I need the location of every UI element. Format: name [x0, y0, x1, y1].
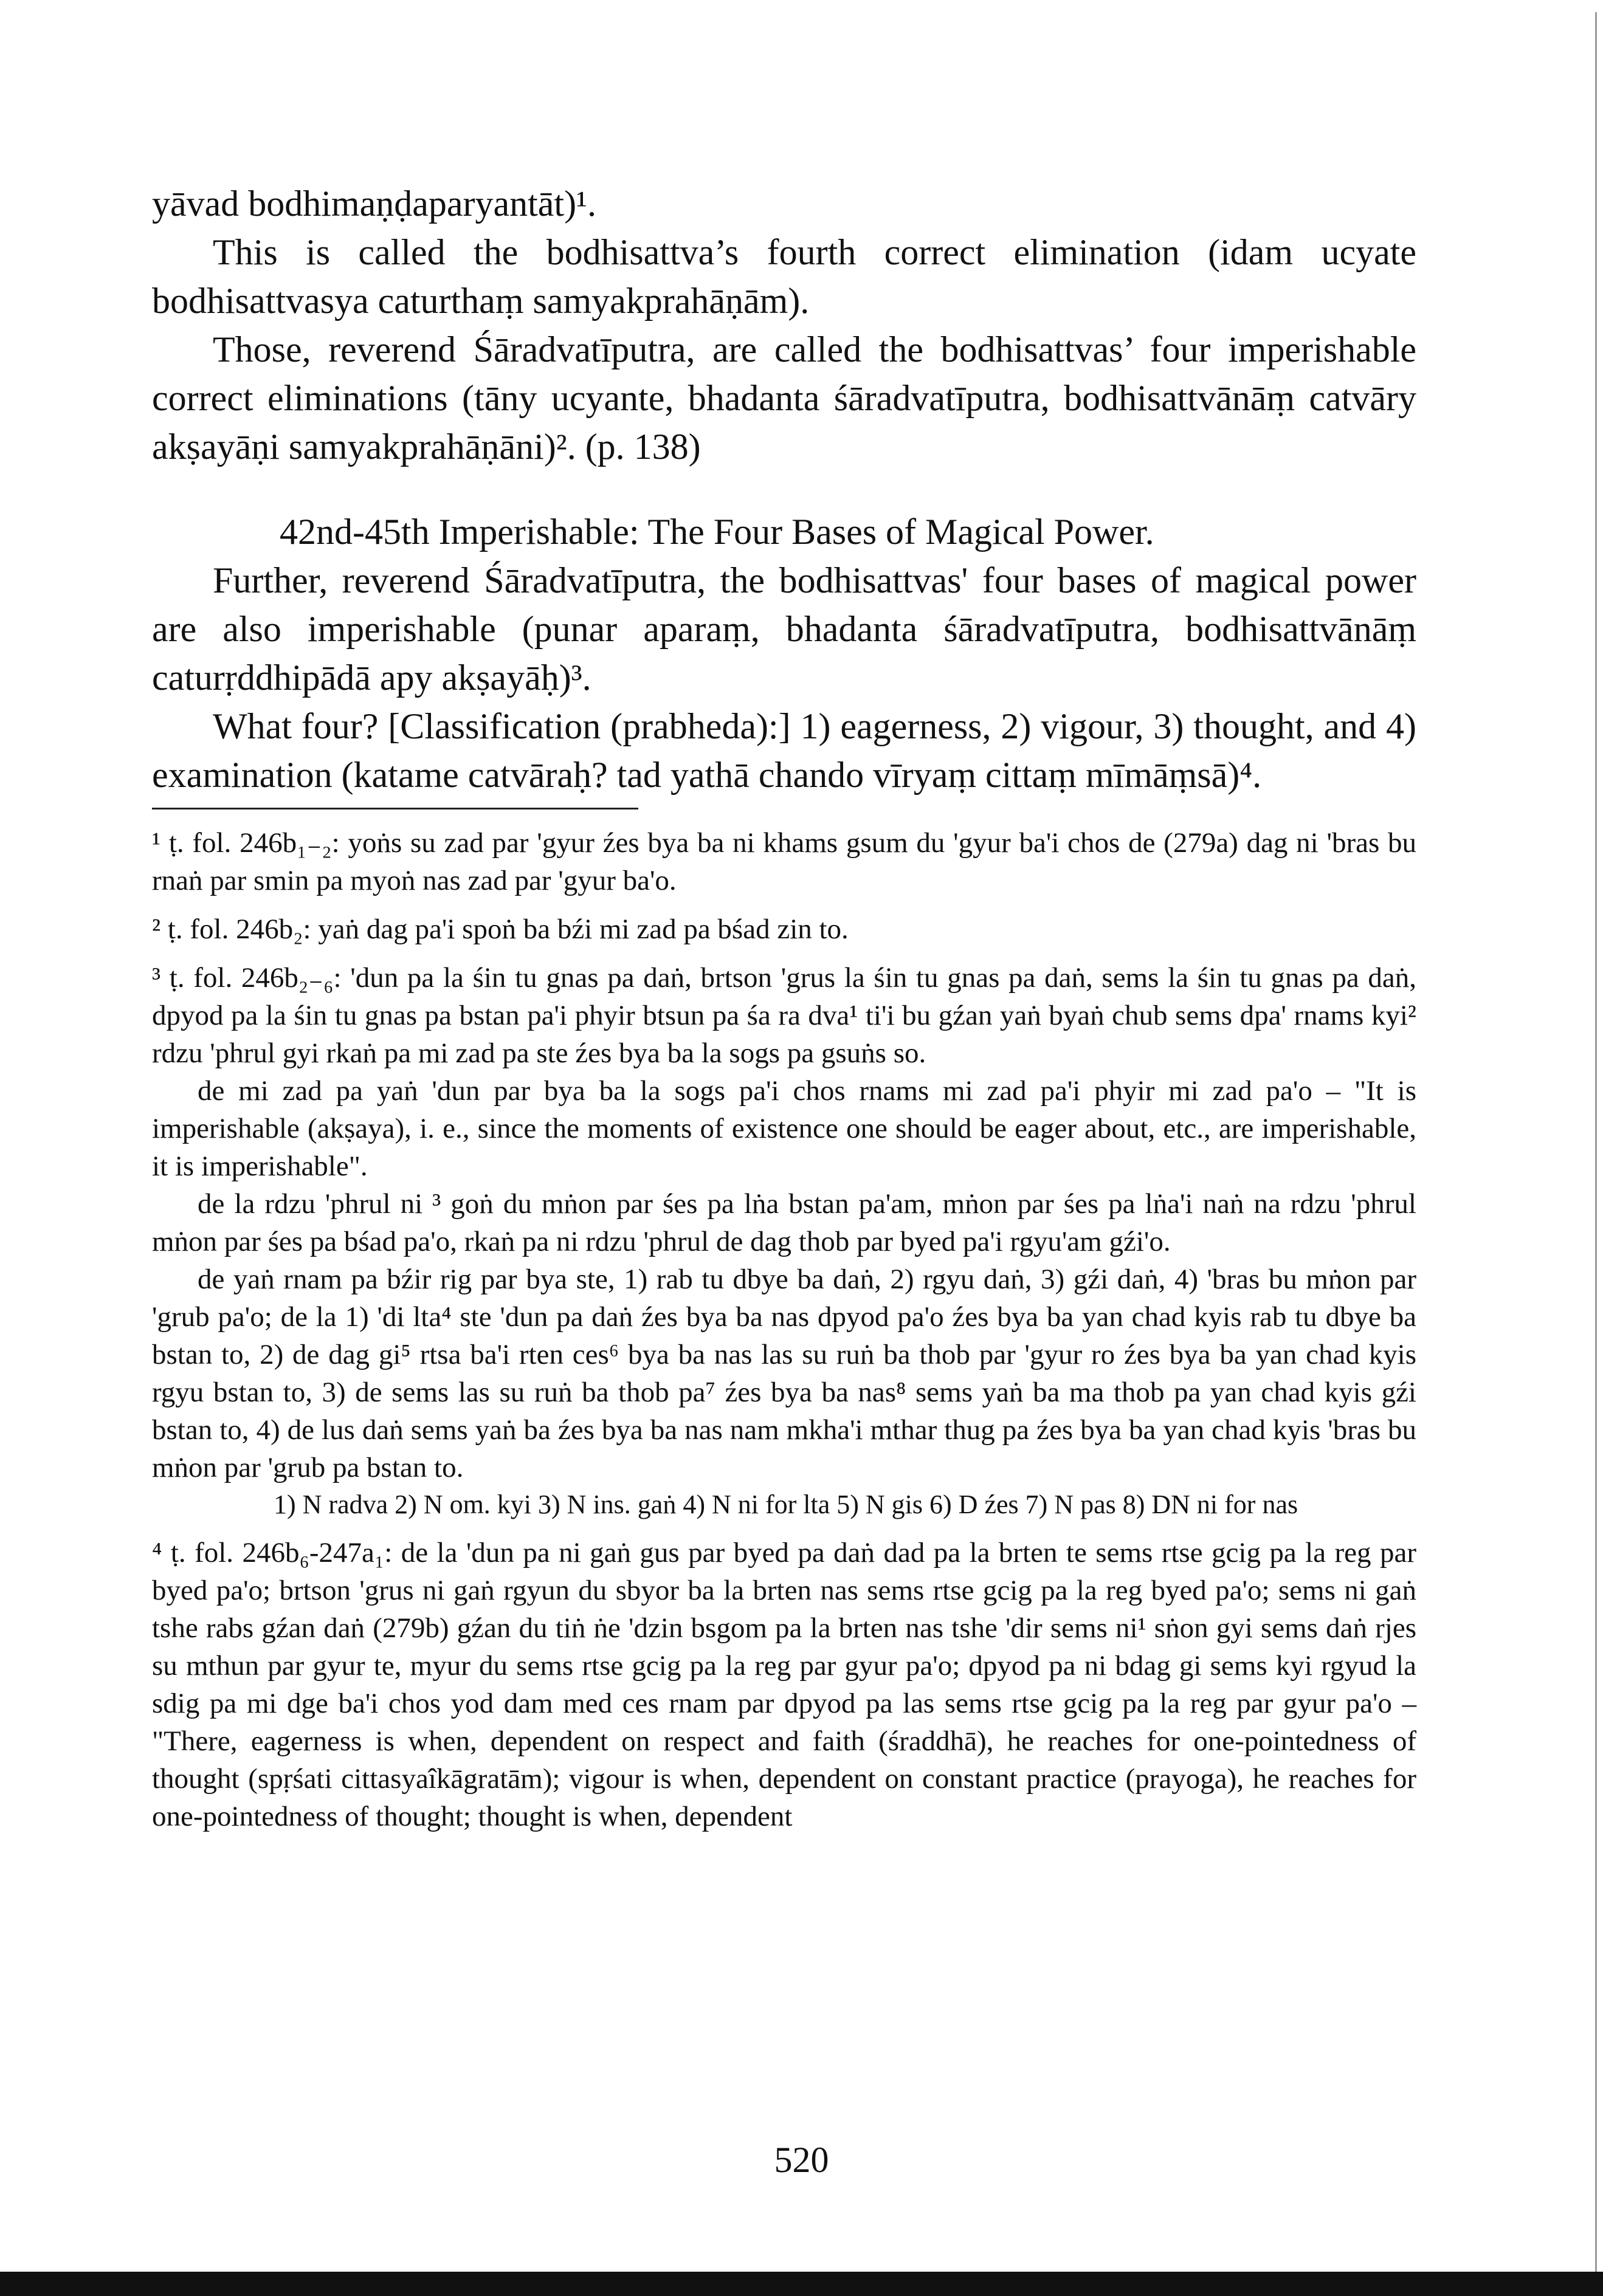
footnote-1: ¹ ṭ. fol. 246b₁₋₂: yoṅs su zad par 'gyur źes bya ba ni khams gsum du 'gyur ba'i chos de (279a) dag ni 'bras bu rnaṅ par smin pa myoṅ nas zad par 'gyur ba'o.: [152, 827, 1416, 896]
paragraph-5: What four? [Classification (prabheda):] 1) eagerness, 2) vigour, 3) thought, and 4) examination (katame catvāraḥ? tad yathā chando vīryaṃ cittaṃ mīmāṃsā)⁴.: [152, 706, 1416, 795]
paragraph-3: Those, reverend Śāradvatīputra, are called the bodhisattvas’ four imperishable correct eliminations (tāny ucyante, bhadanta śāradvatīputra, bodhisattvānāṃ catvāry akṣayāṇi samyakprahāṇāni)². (p. 138): [152, 329, 1416, 467]
page-body: [152, 179, 1416, 1835]
footnote-3-para-2: de mi zad pa yaṅ 'dun par bya ba la sogs pa'i chos rnams mi zad pa'i phyir mi zad pa'o – "It is imperishable (akṣaya), i. e., since the moments of existence one should be eager about, etc., are imperishable, it is imperishable".: [152, 1075, 1416, 1182]
footnote-3-para-3: de la rdzu 'phrul ni ³ goṅ du mṅon par śes pa lṅa bstan pa'am, mṅon par śes pa lṅa'i naṅ na rdzu 'phrul mṅon par śes pa bśad pa'o, rkaṅ pa ni rdzu 'phrul de dag thob par byed pa'i rgyu'am gźi'o.: [152, 1188, 1416, 1257]
footnote-4: ⁴ ṭ. fol. 246b₆-247a₁: de la 'dun pa ni gaṅ gus par byed pa daṅ dad pa la brten te sems rtse gcig pa la reg par byed pa'o; brtson 'grus ni gaṅ rgyun du sbyor ba la brten nas sems rtse gcig pa la reg byed pa'o; sems ni gaṅ tshe rabs gźan daṅ (279b) gźan du tiṅ ṅe 'dzin bsgom pa la brten nas tshe 'dir sems ni¹ sṅon gyi sems daṅ rjes su mthun par gyur te, myur du sems rtse gcig pa la reg par gyur pa'o; dpyod pa ni bdag gi sems kyi rgyud la sdig pa mi dge ba'i chos yod dam med ces rnam par dpyod pa las sems rtse gcig pa la reg par gyur pa'o – "There, eagerness is when, dependent on respect and faith (śraddhā), he reaches for one-pointedness of thought (spṛśati cittasyaîkāgratām); vigour is when, dependent on constant practice (prayoga), he reaches for one-pointedness of thought; thought is when, dependent: [152, 1537, 1416, 1832]
footnote-3-variants: 1) N radva 2) N om. kyi 3) N ins. gaṅ 4) N ni for lta 5) N gis 6) D źes 7) N pas 8) DN ni for nas: [274, 1490, 1298, 1519]
footnote-separator: [152, 808, 638, 809]
scan-bottom-edge: [0, 2272, 1603, 2296]
paragraph-2: This is called the bodhisattva’s fourth correct elimination (idam ucyate bodhisattvasya caturthaṃ samyakprahāṇām).: [152, 232, 1416, 321]
footnote-2: ² ṭ. fol. 246b₂: yaṅ dag pa'i spoṅ ba bźi mi zad pa bśad zin to.: [152, 913, 849, 945]
section-heading: 42nd-45th Imperishable: The Four Bases of Magical Power.: [280, 512, 1154, 552]
paragraph-4: Further, reverend Śāradvatīputra, the bodhisattvas' four bases of magical power are also imperishable (punar aparaṃ, bhadanta śāradvatīputra, bodhisattvānāṃ caturṛddhipādā apy akṣayāḥ)³.: [152, 560, 1416, 698]
main-text: [152, 179, 1416, 799]
footnotes: [152, 824, 1416, 1835]
footnote-3: ³ ṭ. fol. 246b₂₋₆: 'dun pa la śin tu gnas pa daṅ, brtson 'grus la śin tu gnas pa daṅ, sems la śin tu gnas pa daṅ, dpyod pa la śin tu gnas pa bstan pa'i phyir btsun pa śa ra dva¹ ti'i bu gźan yaṅ byaṅ chub sems dpa' rnams kyi² rdzu 'phrul gyi rkaṅ pa mi zad pa ste źes bya ba la sogs pa gsuṅs so.: [152, 962, 1416, 1069]
page-number: 520: [774, 2140, 829, 2180]
footnote-3-para-4: de yaṅ rnam pa bźir rig par bya ste, 1) rab tu dbye ba daṅ, 2) rgyu daṅ, 3) gźi daṅ, 4) 'bras bu mṅon par 'grub pa'o; de la 1) 'di lta⁴ ste 'dun pa daṅ źes bya ba nas dpyod pa'o źes bya ba yan chad kyis rab tu dbye ba bstan to, 2) de dag gi⁵ rtsa ba'i rten ces⁶ bya ba nas las su ruṅ ba thob par 'gyur ro źes bya ba yan chad kyis rgyu bstan to, 3) de sems las su ruṅ ba thob pa⁷ źes bya ba nas⁸ sems yaṅ ba ma thob pa yan chad kyis gźi bstan to, 4) de lus daṅ sems yaṅ ba źes bya ba nas nam mkha'i mthar thug pa źes bya ba yan chad kyis 'bras bu mṅon par 'grub pa bstan to.: [152, 1263, 1416, 1483]
page-edge: [1595, 12, 1597, 2273]
paragraph-1: yāvad bodhimaṇḍaparyantāt)¹.: [152, 184, 597, 224]
